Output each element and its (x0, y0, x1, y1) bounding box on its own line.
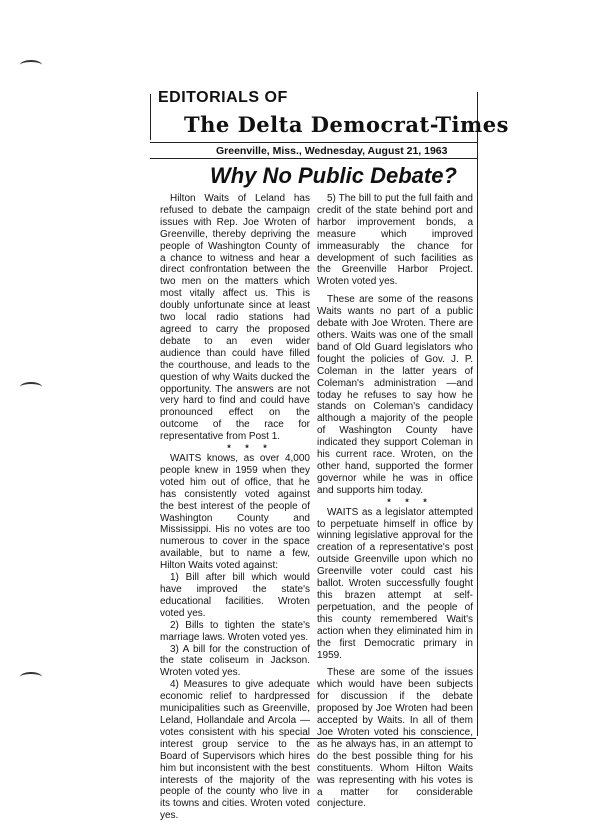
list-item: 3) A bill for the construction of the state coliseum in Jackson. Wroten voted yes. (160, 643, 310, 679)
binder-hole-mark (20, 672, 42, 682)
section-divider-stars: * * * (387, 496, 433, 507)
paragraph: WAITS as a legislator attempted to perpetuate himself in office by winning legislative approval for the creation of a representative's post outside Greenville upon which no Greenville voter could cast his ballot. Wroten successfully fought this brazen attempt at self-perpetuation, and the people of this county remembered Wait's action when they eliminated him in the first Democratic primary in 1959. (317, 506, 473, 661)
newspaper-masthead: The Delta Democrat-Times (184, 112, 509, 137)
list-item: 5) The bill to put the full faith and credit of the state behind port and harbor improvement bonds, a measure which improved immeasurably the chance for development of such facilities as the Greenville Harbor Project. Wroten voted yes. (317, 193, 473, 288)
binder-hole-mark (20, 382, 42, 392)
clipping-left-rule (150, 94, 151, 140)
clipping-right-rule (477, 92, 478, 736)
editorial-headline: Why No Public Debate? (210, 163, 457, 188)
right-article-column (317, 193, 473, 810)
left-article-column (160, 193, 310, 822)
section-divider-stars: * * * (227, 443, 273, 454)
dateline: Greenville, Miss., Wednesday, August 21, 1963 (216, 145, 448, 157)
editorials-kicker: EDITORIALS OF (158, 89, 288, 106)
paragraph: WAITS knows, as over 4,000 people knew in 1959 when they voted him out of office, that he has consistently voted against the best interest of the people of Washington County and Mississippi. His no votes are too numerous to cover in the space available, but to name a few, Hilton Waits voted against: (160, 453, 310, 572)
masthead-rule (150, 142, 478, 143)
list-item: 4) Measures to give adequate economic relief to hardpressed municipalities such as Greenville, Leland, Hollandale and Arcola — votes consistent with his special interest group service to the Board of Supervisors which hires him but inconsistent with the best interests of the majority of the people of the county who live in its towns and cities. Wroten voted yes. (160, 679, 310, 822)
binder-hole-mark (20, 60, 42, 70)
list-item: 2) Bills to tighten the state's marriage laws. Wroten voted yes. (160, 619, 310, 643)
list-item: 1) Bill after bill which would have improved the state's educational facilities. Wroten voted yes. (160, 572, 310, 619)
paragraph: These are some of the reasons Waits wants no part of a public debate with Joe Wroten. There are others. Waits was one of the small band of Old Guard legislators who fought the policies of Gov. J. P. Coleman in the latter years of Coleman's administration —and today he refuses to say how he stands on Coleman's candidacy although a majority of the people of Washington County have indicated they support Coleman in his current race. Wroten, on the other hand, supported the former governor while he was in office and supports him today. (317, 294, 473, 496)
dateline-rule (150, 158, 478, 159)
paragraph: These are some of the issues which would have been subjects for discussion if the debate proposed by Joe Wroten had been accepted by Waits. In all of them Joe Wroten voted his conscience, as he always has, in an attempt to do the best possible thing for his constituents. Whom Hilton Waits was representing with his votes is a matter for considerable conjecture. (317, 667, 473, 810)
paragraph: Hilton Waits of Leland has refused to debate the campaign issues with Rep. Joe Wroten of Greenville, thereby depriving the people of Washington County of a chance to witness and hear a direct confrontation between the two men on the matters which most vitally affect us. This is doubly unfortunate since at least two local radio stations had agreed to carry the proposed debate to an even wider audience than could have filled the courthouse, and leads to the question of why Waits ducked the opportunity. The answers are not very hard to find and could have pronounced effect on the outcome of the race for representative from Post 1. (160, 193, 310, 443)
